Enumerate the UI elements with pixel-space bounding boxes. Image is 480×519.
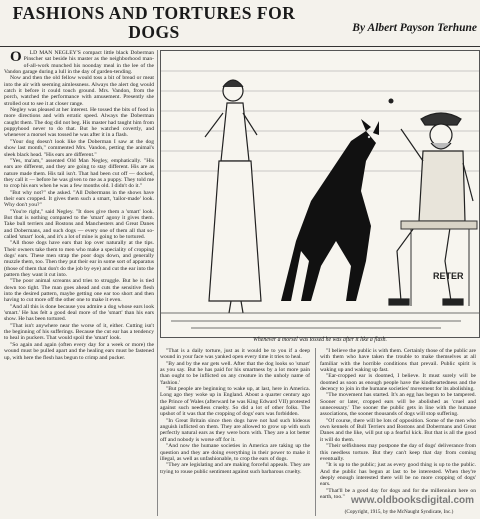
paragraph: Now and then the old fellow would toss a bit of bread or meat into the air with seeming aimlessness. Always the alert dog would catch it before it could touch ground. Mrs. Vandon, from the porch, watched the performance with amusement. Presently she strolled out to see it at closer range. — [4, 75, 154, 107]
paragraph: "All those dogs have ears that lop over naturally at the tips. Their owners take them to men who make a speciality of cropping dogs' ears. These men strap the poor dogs down, and generally muzzle them, too. Then they put their ear in some sort of apparatus (those of them that don't do the job by eye) and cut the ear into the pattern they want it cut into. — [4, 240, 154, 279]
paragraph: "Their selfishness may postpone the day of dogs' deliverance from this needless torture. But they can't keep that day from coming eventually. — [320, 443, 476, 462]
paragraph: "Yes, ma'am," assented Old Man Negley, emphatically. "His ears are different, and they are going to stay different. His are as nature made them. His tail isn't. That had been cut off — docked, they call it — before he was given to me as a puppy. They told me to crop his ears when he was a few months old. I didn't do it." — [4, 157, 154, 190]
watermark: www.oldbooksdigital.com — [351, 495, 474, 506]
paragraph: "Ear-cropped ear is doomed, I believe. It must surely will be doomed as soon as enough people have the kindheartedness and the decency to join in the humane societies' movement for its abolishing. — [320, 373, 476, 393]
paragraph: "But people are beginning to wake up, at last, here in America. Long ago they woke up in England. About a quarter century ago the Prince of Wales (afterward he was King Edward VII) protested against such needless cruelty. So did a lot of other folks. The upshot of it was that the cropping of dogs' ears was forbidden. — [160, 386, 310, 418]
paragraph: "It is up to the public; just as every good thing is up to the public. And the public has begun at last to be interested. When they're deeply enough interested there will be no more cropping of dogs' ears. — [320, 462, 476, 488]
headline: FASHIONS AND TORTURES FOR DOGS — [12, 3, 296, 42]
column-divider — [315, 348, 316, 516]
paragraph: "You're right," said Negley. "It does give them a 'smart' look. But that is nothing compared to the 'smart' agony it gives them. Take bull terriers and Bostons and Manchesters and Great Danes and Dobermans, and such dogs — every one of them all that so-called 'smart' look, and it's a lot of mine is going to be tortured. — [4, 208, 154, 240]
paragraph: "That'll be a good day for dogs and for the millennium here on earth, too." — [320, 487, 476, 500]
woman-figure — [205, 80, 261, 313]
article-column-1 — [4, 50, 154, 516]
paragraph: "The movement has started. It's an egg has begun to be tampered. Sooner or later, cropped ears will be abolished as 'cruel and unnecessary.' The sooner the public gets in line with the humane associations, the sooner thousands of dogs will stop suffering. — [320, 392, 476, 418]
paragraph: "That isn't anywhere near the worse of it, either. Cutting isn't the beginning of his sufferings. Because the cut ear has a tendency to heal in puckers. That would spoil the 'smart' look. — [4, 322, 154, 342]
morsel — [389, 99, 394, 104]
paragraph: "By and by the ear gets well. After that the dog looks so 'smart' as you say. But he has paid for his smartness by a lot more pain than ought to be inflicted on any creature in the unholy name of 'fashion.' — [160, 360, 310, 386]
illustration — [160, 50, 480, 338]
article-column-3 — [320, 348, 476, 516]
paragraph-text: LD MAN NEGLEY'S compact little black Doberman Pinscher sat beside his master as the neighborhood man-of-all-work munched his noonday meal in the lee of the Vandon garage during a lull in the day of garden-tending. — [4, 50, 154, 76]
paragraph: "But why not?" she asked. "All Dobermans in the shows have their ears cropped. It gives them such a smart, 'tailor-made' look. Why don't you?" — [4, 189, 154, 209]
paragraph: "And now the humane societies in America are taking up the question and they are doing everything in their power to make it illegal, as well as unfashionable, to crop the ears of dogs. — [160, 443, 310, 462]
paragraph: "And all this is done because you admire a dog whose ears look 'smart.' He has felt a good deal more of the 'smart' than his ears show. He has been tortured. — [4, 303, 154, 323]
drop-cap: O — [10, 50, 22, 65]
paragraph: "I believe the public is with them. Certainly those of the public are with them who have taken the trouble to make themselves at all familiar with the horrible conditions that prevail. Public spirit is waking up and waking up fast. — [320, 348, 476, 374]
artist-signature: RETER — [433, 271, 464, 281]
copyright-notice: (Copyright, 1915, by the McNaught Syndicate, Inc.) — [344, 509, 454, 515]
paragraph: Negley was pleased at her interest. He tossed the bits of food in more directions and with erratic speed. Always the Doberman caught them. The dog did not beg. His master had taught him from puppyhood never to do that. But he watched covertly, and whenever a morsel was tossed he was after it in a flash. — [4, 107, 154, 139]
paragraph: "So again and again (often every day for a week or more) the wound must be pulled apart and the healing ears must be fastened up, with here the flesh has begun to crimp and pucker. — [4, 341, 154, 361]
illustration-caption: Whenever a morsel was tossed he was after it like a flash. — [253, 337, 387, 343]
illustration-drawing — [161, 51, 479, 337]
byline: By Albert Payson Terhune — [352, 22, 477, 34]
paragraph: "The poor animal screams and tries to struggle. But he is tied down too tight. The man goes ahead and cuts the sensitive flesh into the desired pattern, maybe getting one ear too short and then having to cut more off the other one to make it even. — [4, 278, 154, 304]
paragraph: "Of course, there will be lots of opposition. Some of the men who own kennels of Bull Terriers and Bostons and Dobermans and Great Danes and the like, will put up a fearful kick. But that is all the good it will do them. — [320, 417, 476, 443]
column-divider — [157, 50, 158, 516]
top-rule — [0, 46, 480, 47]
article-column-2 — [160, 348, 310, 516]
dog-figure — [281, 119, 379, 301]
paragraph — [4, 50, 154, 75]
paragraph: "Your dog doesn't look like the Doberman I saw at the dog show last month," commented Mrs. Vandon, petting the animal's sleek black head. "His ears are different." — [4, 138, 154, 158]
paragraph: "That is a daily torture, just as it would be to you if a deep wound in your face was yanked open every time it tries to heal. — [160, 348, 310, 361]
paragraph: "In Great Britain since then dogs have not had such hideous anguish inflicted on them. They are allowed to grow up with such perfectly natural ears as they were born with. They are a lot better off and nobody is worse off for it. — [160, 417, 310, 443]
paragraph: "They are legislating and are making forceful appeals. They are trying to rouse public sentiment against such barbarous cruelty. — [160, 462, 310, 475]
